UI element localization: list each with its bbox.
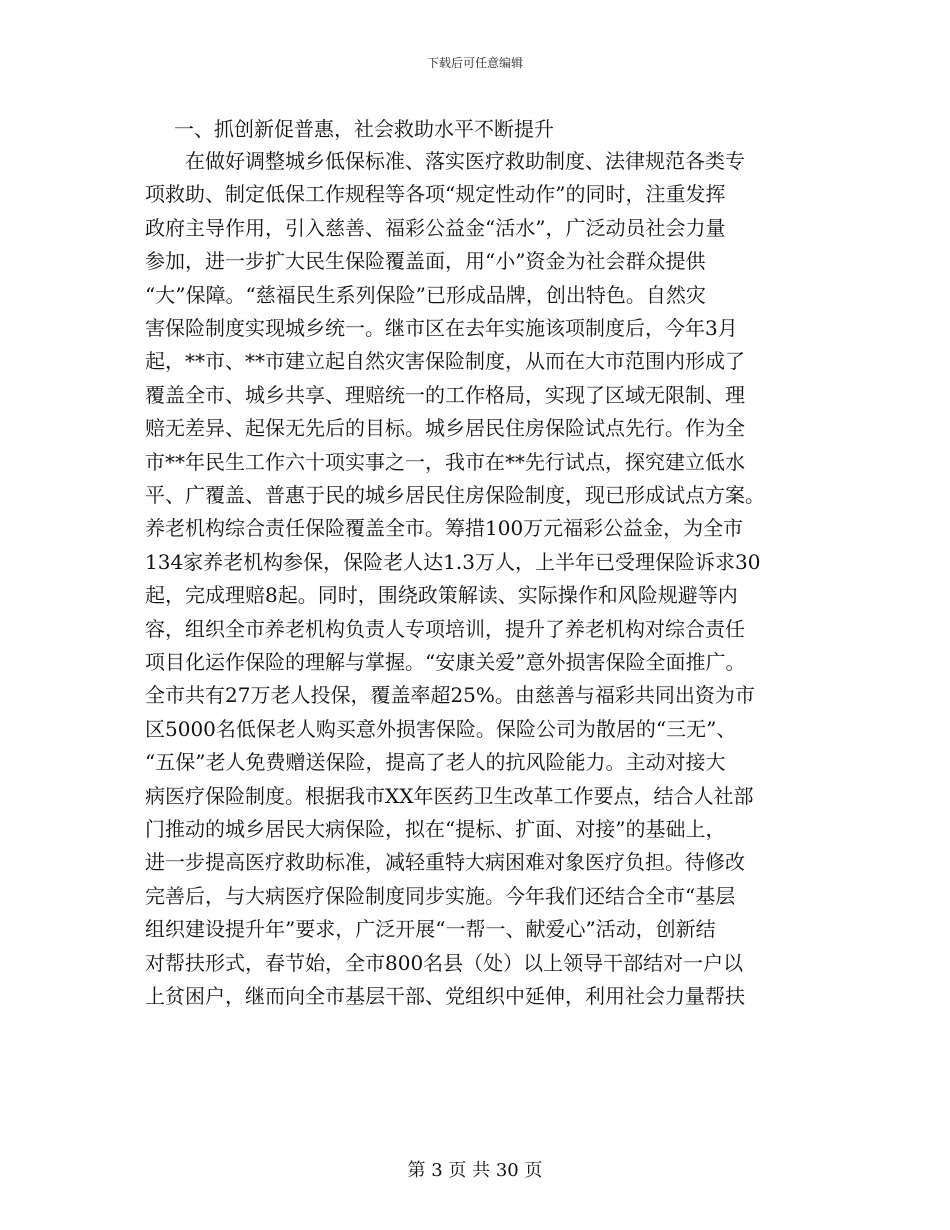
text-line: 组织建设提升年”要求，广泛开展“一帮一、献爱心”活动，创新结 (145, 917, 716, 942)
text-line: 项救助、制定低保工作规程等各项“规定性动作”的同时，注重发挥 (145, 182, 726, 207)
text-line: “五保”老人免费赠送保险，提高了老人的抗风险能力。主动对接大 (145, 750, 726, 775)
page-number-footer: 第 3 页 共 30 页 (407, 1160, 543, 1181)
section-heading: 一、抓创新促普惠，社会救助水平不断提升 (174, 117, 554, 141)
text-line: 起，**市、**市建立起自然灾害保险制度，从而在大市范围内形成了 (145, 349, 745, 374)
text-line: 覆盖全市、城乡共享、理赔统一的工作格局，实现了区域无限制、理 (145, 382, 745, 407)
text-line: 害保险制度实现城乡统一。继市区在去年实施该项制度后，今年3月 (145, 316, 738, 340)
text-line: 完善后，与大病医疗保险制度同步实施。今年我们还结合全市“基层 (145, 883, 736, 908)
text-line: 进一步提高医疗救助标准，减轻重特大病困难对象医疗负担。待修改 (145, 850, 745, 875)
text-line: “大”保障。“慈福民生系列保险”已形成品牌，创出特色。自然灾 (145, 282, 706, 307)
text-line: 起，完成理赔8起。同时，围绕政策解读、实际操作和风险规避等内 (145, 583, 738, 608)
text-line: 平、广覆盖、普惠于民的城乡居民住房保险制度，现已形成试点方案。 (145, 483, 765, 507)
text-line: 政府主导作用，引入慈善、福彩公益金“活水”，广泛动员社会力量 (145, 215, 726, 240)
text-line: 门推动的城乡居民大病保险，拟在“提标、扩面、对接”的基础上， (145, 817, 726, 841)
text-line: 赔无差异、起保无先后的目标。城乡居民住房保险试点先行。作为全 (145, 416, 745, 441)
text-line: 在做好调整城乡低保标准、落实医疗救助制度、法律规范各类专 (185, 149, 745, 173)
text-line: 容，组织全市养老机构负责人专项培训，提升了养老机构对综合责任 (145, 616, 745, 641)
text-line: 全市共有27万老人投保，覆盖率超25%。由慈善与福彩共同出资为市 (145, 683, 755, 708)
text-line: 市**年民生工作六十项实事之一，我市在**先行试点，探究建立低水 (145, 449, 745, 474)
text-line: 134家养老机构参保，保险老人达1.3万人，上半年已受理保险诉求30 (145, 549, 761, 574)
text-line: 项目化运作保险的理解与掌握。“安康关爱”意外损害保险全面推广。 (145, 650, 746, 674)
text-line: 参加，进一步扩大民生保险覆盖面，用“小”资金为社会群众提供 (145, 249, 706, 274)
page-header: 下载后可任意编辑 (426, 56, 523, 70)
text-line: 病医疗保险制度。根据我市XX年医药卫生改革工作要点，结合人社部 (145, 783, 754, 808)
text-line: 养老机构综合责任保险覆盖全市。筹措100万元福彩公益金，为全市 (145, 516, 744, 541)
text-line: 区5000名低保老人购买意外损害保险。保险公司为散居的“三无”、 (145, 716, 737, 741)
text-line: 上贫困户，继而向全市基层干部、党组织中延伸，利用社会力量帮扶 (145, 984, 745, 1008)
text-line: 对帮扶形式，春节始，全市800名县（处）以上领导干部结对一户以 (145, 950, 744, 975)
